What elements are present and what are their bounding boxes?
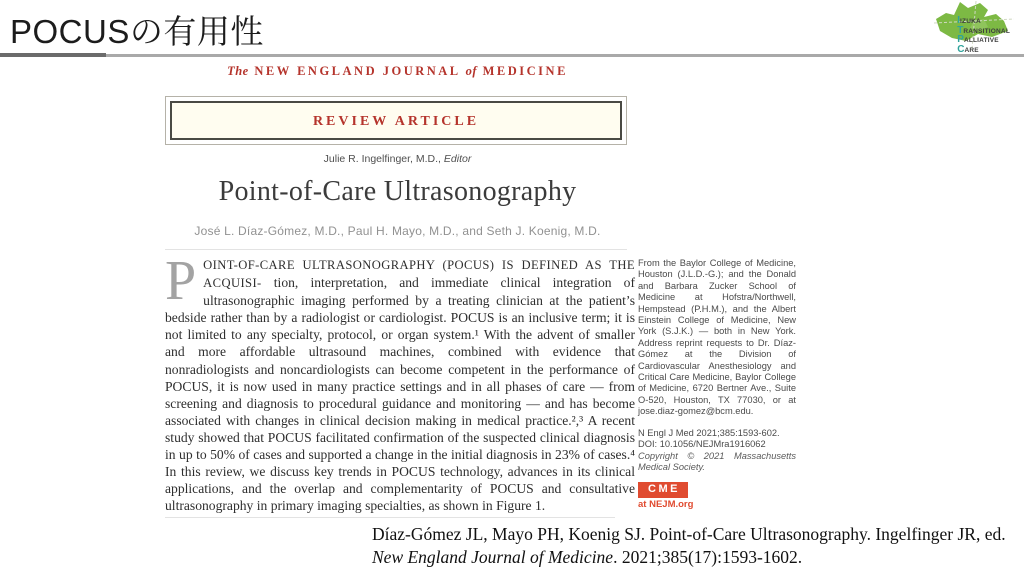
dropcap: P xyxy=(165,250,197,312)
article-body xyxy=(165,250,635,514)
page-bottom-divider xyxy=(165,517,615,518)
slide-title: POCUSの有用性 xyxy=(10,13,264,50)
affiliation-note: From the Baylor College of Medicine, Houston (J.L.D.-G.); and the Donald and Barbara Zucker School of Medicine at Hofstra/Northwell, Hempstead (P.H.M.), and the Albert Einstein College of Medicine, New York (S.J.K.) — both in New York. Address reprint requests to Dr. Díaz-Gómez at the Division of Cardiovascular Anesthesiology and Critical Care Medicine, Baylor College of Medicine, 6720 Bertner Ave., Suite O-520, Houston, TX 77030, or at jose.diaz-gomez@bcm.edu. xyxy=(638,258,796,417)
cme-badge xyxy=(638,482,796,510)
logo-wordmark xyxy=(957,16,1010,54)
organization-logo xyxy=(924,1,1022,54)
logo-initial: T xyxy=(957,24,964,36)
logo-initial: I xyxy=(957,15,961,26)
citation-journal: New England Journal of Medicine xyxy=(372,547,614,567)
logo-word: IZUKA xyxy=(960,18,981,25)
journal-page-image xyxy=(160,58,822,520)
logo-word: ARE xyxy=(964,46,979,54)
editor-title: Editor xyxy=(443,153,472,165)
editor-name: Julie R. Ingelfinger, M.D., xyxy=(323,153,441,165)
section-label-frame xyxy=(165,96,627,145)
logo-word: ALLIATIVE xyxy=(963,37,999,44)
sidenote-doi: DOI: 10.1056/NEJMra1916062 xyxy=(638,439,766,450)
slide-citation xyxy=(372,523,1020,569)
logo-word: RANSITIONAL xyxy=(963,27,1010,35)
sidenote-citation: N Engl J Med 2021;385:1593-602. xyxy=(638,427,780,438)
citation-line2 xyxy=(372,546,1020,569)
editor-line xyxy=(160,153,635,165)
masthead-part2: MEDICINE xyxy=(482,64,568,78)
article-text: tion, interpretation, and immediate clinical integration of ultrasonographic imaging performed by a treating clinician at the patient’s bedside rather than by a radiologist or cardiologist. POCUS is an inclusive term; it is not limited to any specialty, protocol, or organ system.¹ With the advent of smaller and more affordable ultrasound machines, combined with evidence that nonradiologists and noncardiologists can become competent in the performance of POCUS, it is now used in many practice settings and in all phases of care — from screening and diagnosis to procedural guidance and monitoring — and has become associated with changes in clinical decision making in medical practice.²,³ A recent study showed that POCUS facilitated confirmation of the suspected clinical diagnosis in up to 50% of cases and supported a change in the initial diagnosis in 23% of cases.⁴ In this review, we discuss key trends in POCUS technology, advances in its clinical applications, and the overlap and complementarity of POCUS and consultative ultrasonography in primary imaging specialties, as shown in Figure 1. xyxy=(165,275,635,514)
article-title: Point-of-Care Ultrasonography xyxy=(218,176,577,207)
article-lead: OINT-OF-CARE ULTRASONOGRAPHY (POCUS) IS DEFINED AS THE ACQUISI- xyxy=(203,258,635,291)
article-sidenote xyxy=(638,258,796,510)
masthead-the: The xyxy=(227,64,249,78)
section-label: REVIEW ARTICLE xyxy=(312,114,480,129)
section-label-box xyxy=(170,101,622,140)
masthead-of: of xyxy=(465,64,477,78)
header-divider xyxy=(0,53,1024,57)
cme-subtext: at NEJM.org xyxy=(638,498,694,510)
citation-rest: . 2021;385(17):1593-1602. xyxy=(613,547,803,567)
journal-masthead xyxy=(160,64,635,79)
header-divider-dark-segment xyxy=(0,53,106,57)
masthead-part1: NEW ENGLAND JOURNAL xyxy=(254,64,460,78)
header-divider-light-segment xyxy=(106,54,1024,57)
sidenote-copyright: Copyright © 2021 Massachusetts Medical Society. xyxy=(638,450,796,472)
logo-initial: P xyxy=(957,34,964,45)
authors-divider xyxy=(165,249,627,250)
cme-label: CME xyxy=(638,482,688,497)
citation-line1: Díaz-Gómez JL, Mayo PH, Koenig SJ. Point-of-Care Ultrasonography. Ingelfinger JR, ed. xyxy=(372,524,1006,544)
article-authors: José L. Díaz-Gómez, M.D., Paul H. Mayo, M.D., and Seth J. Koenig, M.D. xyxy=(194,224,601,238)
logo-initial: C xyxy=(957,43,965,55)
